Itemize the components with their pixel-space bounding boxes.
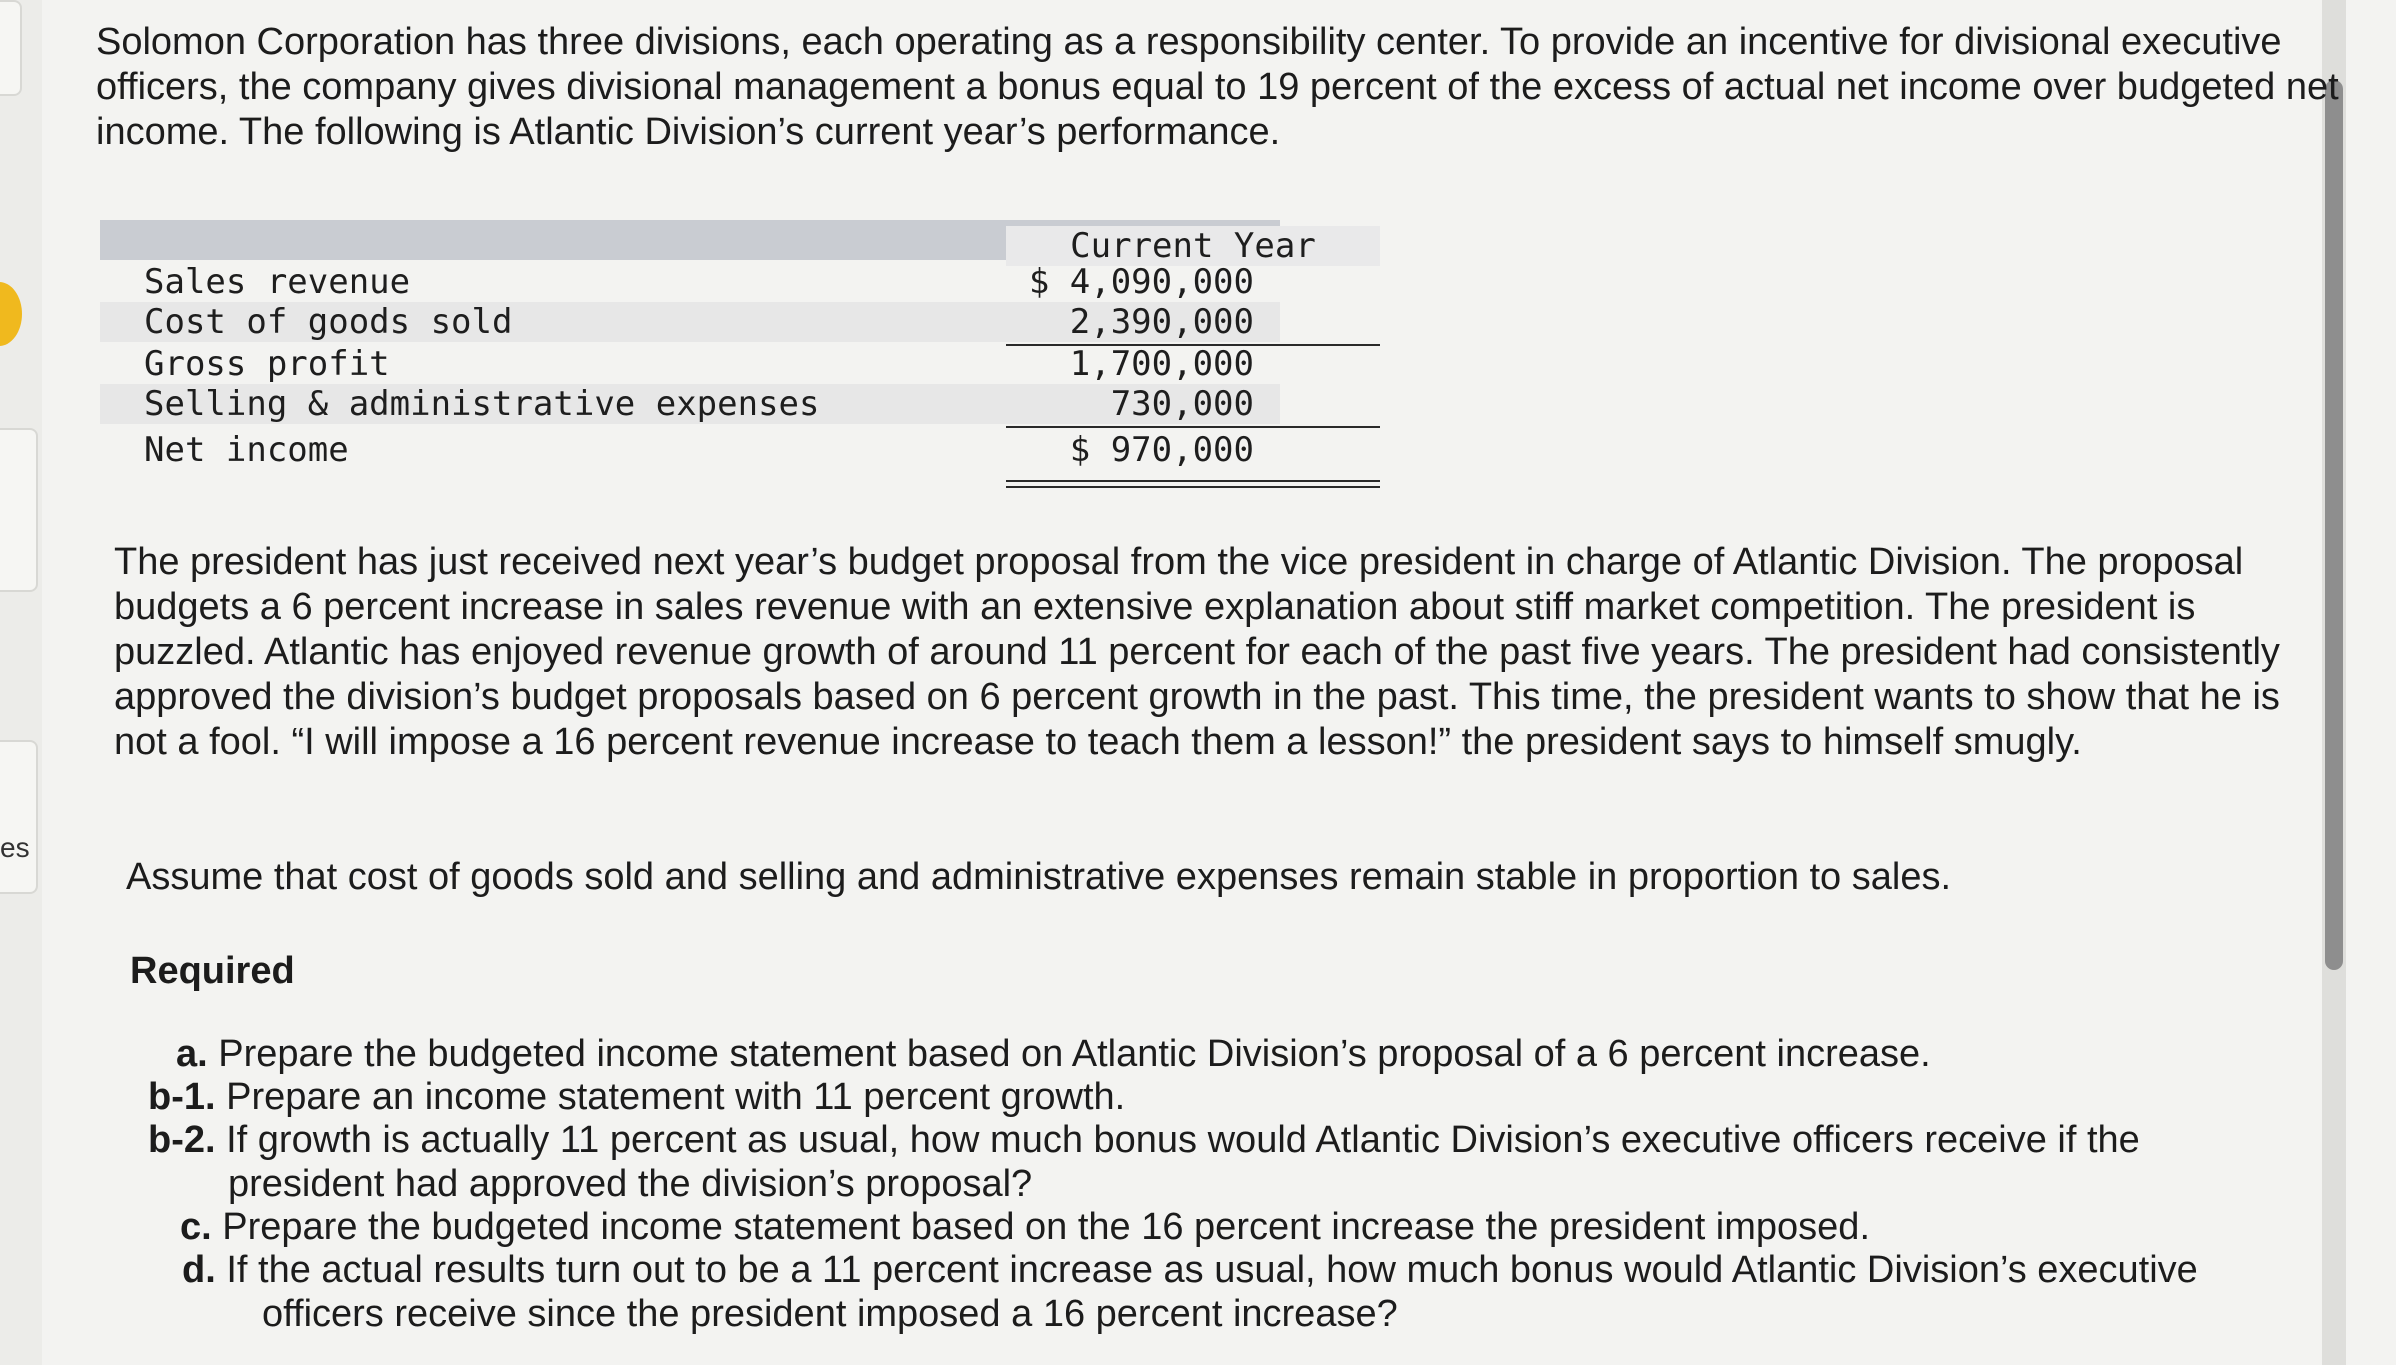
intro-paragraph: Solomon Corporation has three divisions, each operating as a responsibility center. To provide an incentive for divisional executive officers, the company gives divisional management a bonus equal to 19 percent of the excess of actual net income over budgeted net income. The following is Atlantic Division’s current year’s performance.	[96, 21, 2339, 153]
row-label: Net income	[144, 430, 349, 470]
requirement-marker: d.	[182, 1249, 216, 1291]
row-label: Cost of goods sold	[144, 302, 513, 342]
left-panel-tab	[0, 740, 38, 894]
requirement-marker: b-1.	[148, 1076, 216, 1118]
row-label: Sales revenue	[144, 262, 411, 302]
row-value: $ 4,090,000	[1028, 262, 1254, 302]
requirement-marker: c.	[180, 1206, 212, 1248]
table-row	[100, 302, 1280, 342]
row-label: Gross profit	[144, 344, 390, 384]
required-heading: Required	[130, 950, 295, 992]
requirement-b2	[148, 1118, 2288, 1206]
table-row	[100, 344, 1280, 384]
left-panel-strip	[0, 0, 42, 1365]
left-panel-tab	[0, 428, 38, 592]
requirement-text-continued: officers receive since the president imposed a 16 percent increase?	[262, 1293, 1398, 1335]
requirement-b1	[148, 1075, 1125, 1119]
requirement-text: If the actual results turn out to be a 11 percent increase as usual, how much bonus would Atlantic Division’s executive	[226, 1249, 2198, 1291]
requirement-text-continued: president had approved the division’s proposal?	[228, 1163, 1033, 1205]
requirement-a	[176, 1032, 1931, 1076]
table-row	[100, 262, 1280, 302]
requirement-d	[182, 1248, 2322, 1336]
scrollbar-thumb[interactable]	[2325, 80, 2343, 970]
side-text-fragment: es	[0, 832, 30, 863]
requirement-c	[180, 1205, 1870, 1249]
requirement-text: If growth is actually 11 percent as usual, how much bonus would Atlantic Division’s executive officers receive if the	[226, 1119, 2140, 1161]
total-double-rule	[1006, 486, 1380, 488]
income-statement-table	[100, 216, 1316, 486]
table-row	[100, 384, 1280, 424]
row-label: Selling & administrative expenses	[144, 384, 820, 424]
row-value: 730,000	[1110, 384, 1254, 424]
requirement-marker: b-2.	[148, 1119, 216, 1161]
requirement-marker: a.	[176, 1033, 208, 1075]
row-value: $ 970,000	[1069, 430, 1254, 470]
row-value: 1,700,000	[1069, 344, 1254, 384]
requirement-text: Prepare an income statement with 11 percent growth.	[226, 1076, 1126, 1118]
requirement-text: Prepare the budgeted income statement based on the 16 percent increase the president imposed.	[222, 1206, 1870, 1248]
left-panel-tab	[0, 0, 22, 96]
table-row	[100, 430, 1280, 470]
assumption-paragraph: Assume that cost of goods sold and selling and administrative expenses remain stable in proportion to sales.	[126, 856, 1952, 898]
total-double-rule	[1006, 480, 1380, 482]
subtotal-rule	[1006, 426, 1380, 428]
president-paragraph: The president has just received next year’s budget proposal from the vice president in charge of Atlantic Division. The proposal budgets a 6 percent increase in sales revenue with an extensive explanation about stiff market competition. The president is puzzled. Atlantic has enjoyed revenue growth of around 11 percent for each of the past five years. The president had consistently approved the division’s budget proposals based on 6 percent growth in the past. This time, the president wants to show that he is not a fool. “I will impose a 16 percent revenue increase to teach them a lesson!” the president says to himself smugly.	[114, 541, 2280, 763]
requirement-text: Prepare the budgeted income statement based on Atlantic Division’s proposal of a 6 percent increase.	[218, 1033, 1931, 1075]
row-value: 2,390,000	[1069, 302, 1254, 342]
column-header-current-year: Current Year	[1006, 226, 1380, 266]
